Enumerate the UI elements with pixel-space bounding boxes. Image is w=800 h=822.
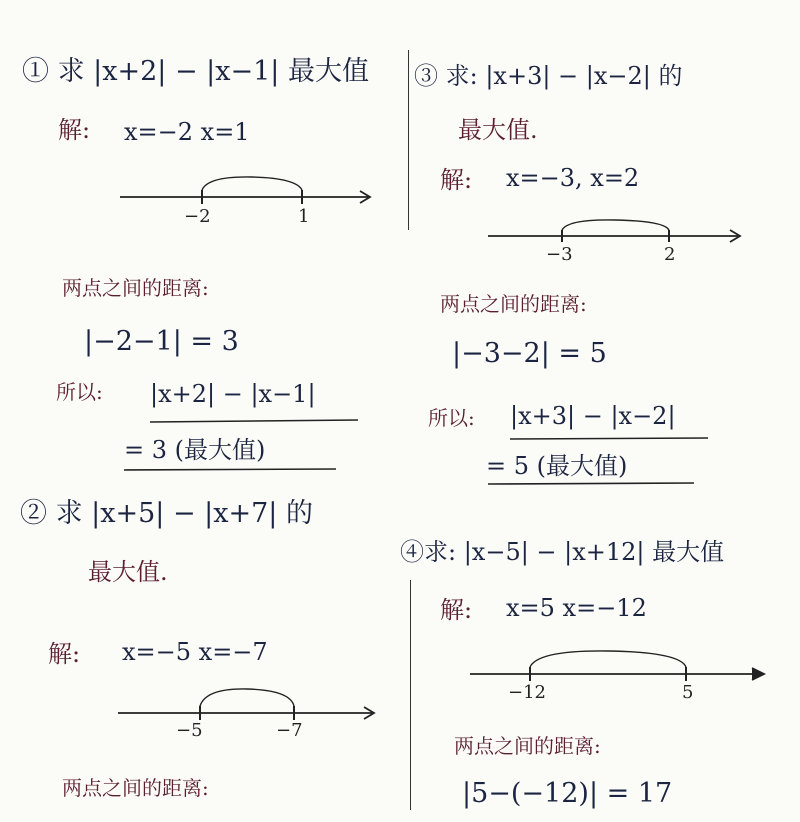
problem-3-so-label: 所以: [428, 406, 475, 430]
problem-3-so-expression: |x+3| − |x−2| [510, 402, 676, 430]
distance-arc [562, 220, 669, 230]
problem-3-solution-values: x=−3, x=2 [506, 164, 640, 192]
underline [124, 469, 336, 470]
underline [488, 483, 694, 484]
problem-4-title: ④求: |x−5| − |x+12| 最大值 [400, 538, 725, 566]
problem-3-tick-label: −3 [546, 244, 573, 265]
problem-4-tick-label: −12 [508, 682, 546, 703]
problem-1-tick-label: 1 [298, 206, 310, 227]
distance-arc [200, 689, 294, 706]
number-line-1 [120, 177, 370, 204]
problem-3-distance-calc: |−3−2| = 5 [452, 338, 607, 369]
problem-4-distance-calc: |5−(−12)| = 17 [462, 778, 673, 809]
number-line-4 [470, 651, 764, 681]
problem-4-solution-label: 解: [440, 596, 473, 624]
underline [510, 438, 708, 439]
problem-2-title: ② 求 |x+5| − |x+7| 的 [20, 498, 313, 529]
problem-2-tick-label: −7 [276, 720, 303, 741]
problem-3-title-cont: 最大值. [458, 116, 538, 144]
problem-2-distance-label: 两点之间的距离: [62, 776, 209, 800]
problem-1-distance-label: 两点之间的距离: [62, 276, 209, 300]
number-line-3 [488, 220, 740, 242]
problem-2-solution-label: 解: [48, 640, 81, 668]
problem-2-solution-values: x=−5 x=−7 [122, 638, 268, 666]
problem-3-distance-label: 两点之间的距离: [440, 292, 587, 316]
problem-1-result: = 3 (最大值) [124, 436, 266, 464]
number-line-2 [118, 689, 374, 720]
problem-1-tick-label: −2 [184, 206, 211, 227]
problem-4-solution-values: x=5 x=−12 [506, 594, 647, 622]
problem-4-tick-label: 5 [682, 682, 694, 703]
problem-2-title-cont: 最大值. [88, 558, 168, 586]
problem-1-solution-label: 解: [58, 116, 91, 144]
underline [150, 420, 358, 422]
problem-3-solution-label: 解: [440, 166, 473, 194]
problem-2-tick-label: −5 [176, 720, 203, 741]
problem-1-solution-values: x=−2 x=1 [124, 118, 250, 146]
problem-3-result: = 5 (最大值) [486, 452, 628, 480]
problem-1-distance-calc: |−2−1| = 3 [84, 326, 239, 357]
problem-1-so-expression: |x+2| − |x−1| [150, 380, 316, 408]
distance-arc [530, 651, 686, 667]
problem-1-title: ① 求 |x+2| − |x−1| 最大值 [22, 56, 369, 87]
problem-3-tick-label: 2 [664, 244, 676, 265]
problem-1-so-label: 所以: [56, 380, 103, 404]
distance-arc [202, 177, 302, 190]
problem-3-title: ③ 求: |x+3| − |x−2| 的 [414, 62, 683, 90]
problem-4-distance-label: 两点之间的距离: [454, 734, 601, 758]
